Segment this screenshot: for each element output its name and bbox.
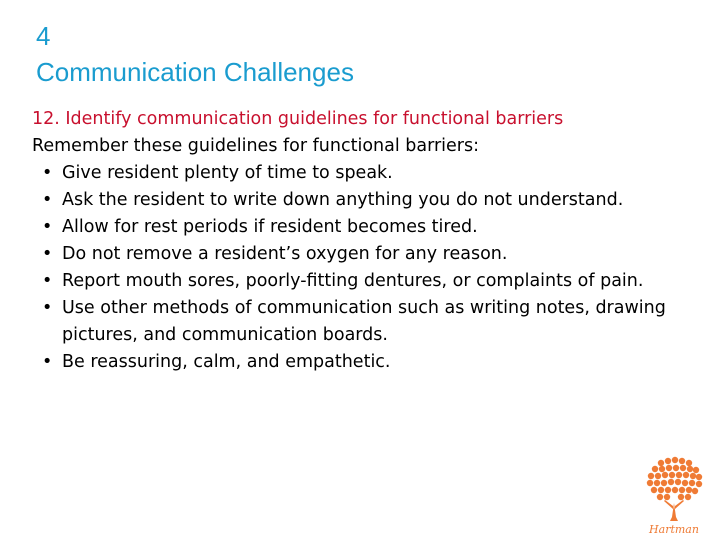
bullet-icon: •	[42, 352, 53, 372]
intro-text: Remember these guidelines for functional barriers:	[32, 136, 480, 156]
list-item-text: Ask the resident to write down anything you do not understand.	[62, 190, 624, 210]
list-item	[32, 241, 702, 268]
logo-wordmark: Hartman	[649, 523, 699, 536]
list-item-text: Give resident plenty of time to speak.	[62, 163, 393, 183]
list-item	[32, 160, 702, 187]
slide-content	[32, 106, 702, 376]
bullet-icon: •	[42, 298, 53, 318]
bullet-icon: •	[42, 271, 53, 291]
list-item-text: Use other methods of communication such as writing notes, drawing pictures, and communication boards.	[62, 298, 666, 345]
list-item-text: Report mouth sores, poorly-fitting dentures, or complaints of pain.	[62, 271, 644, 291]
chapter-number: 4	[36, 21, 51, 51]
list-item	[32, 214, 702, 241]
list-item-text: Do not remove a resident’s oxygen for any reason.	[62, 244, 508, 264]
learning-objective: 12. Identify communication guidelines for functional barriers	[32, 109, 564, 129]
list-item-text: Be reassuring, calm, and empathetic.	[62, 352, 391, 372]
list-item	[32, 187, 702, 214]
bullet-icon: •	[42, 190, 53, 210]
guideline-list	[32, 160, 702, 376]
list-item	[32, 295, 702, 349]
slide-title-block	[36, 18, 354, 90]
bullet-icon: •	[42, 217, 53, 237]
list-item-text: Allow for rest periods if resident becomes tired.	[62, 217, 478, 237]
list-item	[32, 268, 702, 295]
bullet-icon: •	[42, 163, 53, 183]
list-item	[32, 349, 702, 376]
chapter-title: Communication Challenges	[36, 57, 354, 87]
tree-of-hearts-icon	[640, 455, 708, 537]
bullet-icon: •	[42, 244, 53, 264]
hartman-logo	[640, 455, 708, 537]
